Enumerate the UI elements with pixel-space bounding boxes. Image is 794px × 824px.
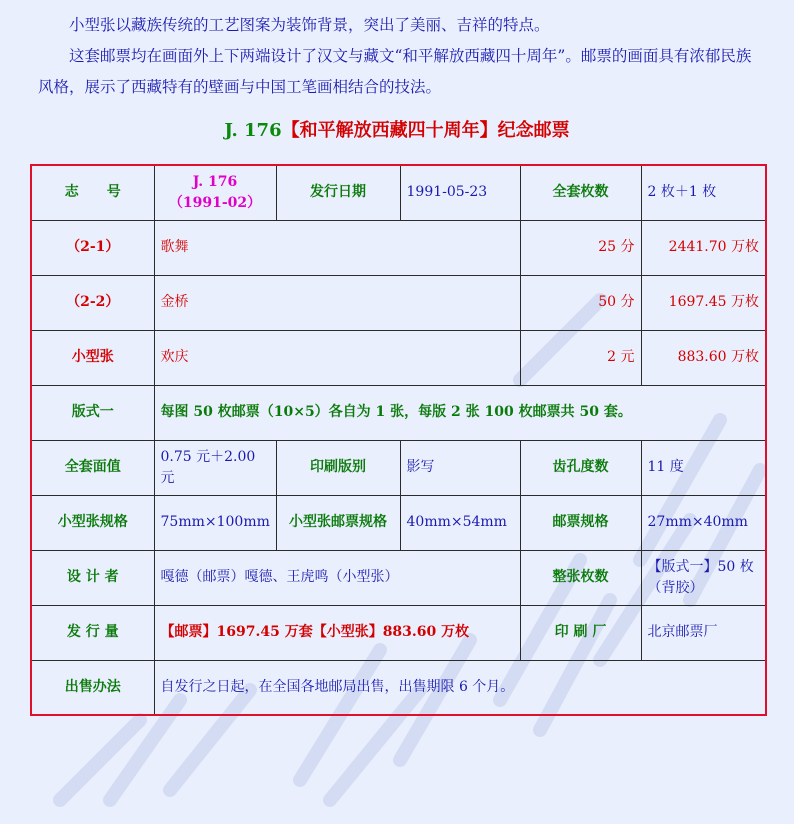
- zhi-value-line2: （1991-02）: [168, 194, 262, 211]
- table-row: [31, 660, 766, 715]
- label-format: 版式一: [31, 385, 154, 440]
- intro-text: [38, 10, 760, 103]
- page-title: [0, 118, 794, 144]
- label-printer: 印 刷 厂: [520, 605, 641, 660]
- table-row: [31, 495, 766, 550]
- issue-volume: 【邮票】1697.45 万套【小型张】883.60 万枚: [154, 605, 520, 660]
- stamp-value: 25 分: [520, 220, 641, 275]
- designer: 嘎德（邮票）嘎德、王虎鸣（小型张）: [154, 550, 520, 605]
- label-print-type: 印刷版别: [276, 440, 400, 495]
- stamp-size: 27mm×40mm: [641, 495, 766, 550]
- title-code: J. 176: [224, 120, 282, 141]
- stamp-id: （2-2）: [31, 275, 154, 330]
- stamp-id: （2-1）: [31, 220, 154, 275]
- title-suffix: 纪念邮票: [497, 120, 570, 141]
- intro-paragraph-2: 这套邮票均在画面外上下两端设计了汉文与藏文“和平解放西藏四十周年”。邮票的画面具有浓郁民族风格，展示了西藏特有的壁画与中国工笔画相结合的技法。: [38, 47, 752, 96]
- set-count: 2 枚＋1 枚: [641, 165, 766, 220]
- sheet-size: 75mm×100mm: [154, 495, 276, 550]
- label-issue-date: 发行日期: [276, 165, 400, 220]
- table-row: [31, 330, 766, 385]
- table-row: [31, 385, 766, 440]
- printer: 北京邮票厂: [641, 605, 766, 660]
- stamp-name: 歌舞: [154, 220, 520, 275]
- stamp-name: 金桥: [154, 275, 520, 330]
- stamp-value: 50 分: [520, 275, 641, 330]
- intro-paragraph-1: 小型张以藏族传统的工艺图案为装饰背景，突出了美丽、吉祥的特点。: [69, 16, 550, 34]
- label-designer: 设 计 者: [31, 550, 154, 605]
- table-row: [31, 605, 766, 660]
- label-issue-volume: 发 行 量: [31, 605, 154, 660]
- stamp-info-table: [30, 164, 767, 716]
- table-row: [31, 550, 766, 605]
- stamp-id: 小型张: [31, 330, 154, 385]
- sheet-stamp-size: 40mm×54mm: [400, 495, 520, 550]
- label-set-count: 全套枚数: [520, 165, 641, 220]
- full-sheet: 【版式一】50 枚（背胶）: [641, 550, 766, 605]
- stamp-quantity: 1697.45 万枚: [641, 275, 766, 330]
- issue-date: 1991-05-23: [400, 165, 520, 220]
- format-text: 每图 50 枚邮票（10×5）各自为 1 张，每版 2 张 100 枚邮票共 50 套。: [154, 385, 766, 440]
- perforation: 11 度: [641, 440, 766, 495]
- stamp-quantity: 883.60 万枚: [641, 330, 766, 385]
- label-sale-method: 出售办法: [31, 660, 154, 715]
- label-sheet-stamp-size: 小型张邮票规格: [276, 495, 400, 550]
- print-type: 影写: [400, 440, 520, 495]
- table-row: [31, 220, 766, 275]
- label-sheet-size: 小型张规格: [31, 495, 154, 550]
- label-stamp-size: 邮票规格: [520, 495, 641, 550]
- title-name: 【和平解放西藏四十周年】: [281, 120, 498, 141]
- face-value: 0.75 元＋2.00 元: [154, 440, 276, 495]
- stamp-value: 2 元: [520, 330, 641, 385]
- table-row: [31, 275, 766, 330]
- label-face-value: 全套面值: [31, 440, 154, 495]
- stamp-name: 欢庆: [154, 330, 520, 385]
- zhi-value: [154, 165, 276, 220]
- label-zhi: 志 号: [31, 165, 154, 220]
- stamp-quantity: 2441.70 万枚: [641, 220, 766, 275]
- label-full-sheet: 整张枚数: [520, 550, 641, 605]
- table-row: [31, 440, 766, 495]
- sale-method: 自发行之日起，在全国各地邮局出售，出售期限 6 个月。: [154, 660, 766, 715]
- table-row: [31, 165, 766, 220]
- label-perforation: 齿孔度数: [520, 440, 641, 495]
- zhi-value-line1: J. 176: [192, 173, 238, 190]
